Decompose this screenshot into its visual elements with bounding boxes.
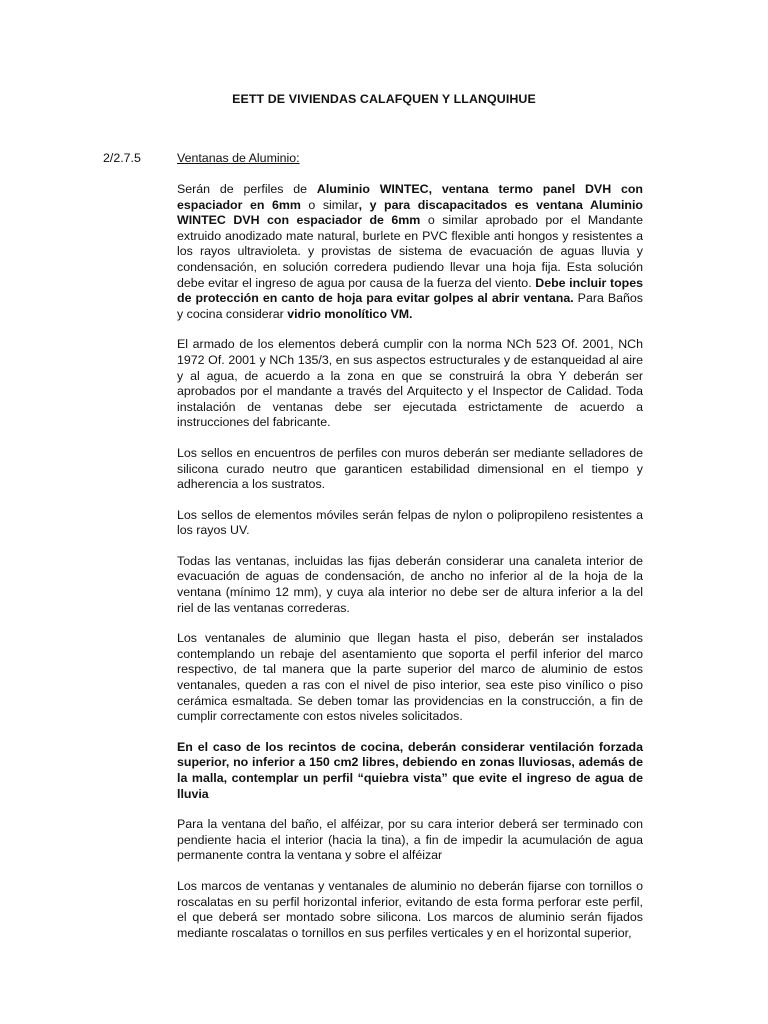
- paragraph-5: [177, 554, 643, 616]
- text-run: o similar aprobado por el Mandante extruido anodizado mate natural, burlete en PVC flexible anti hongos y resistentes a los rayos ultravioleta. y provistas de sistema de evacuación de aguas lluvia y condensación, en solución corredera pudiendo llevar una hoja fija. Esta solución debe evitar el ingreso de agua por causa de la fuerza del viento.: [177, 213, 643, 290]
- text-run: Para la ventana del baño, el alféizar, por su cara interior deberá ser terminado con pendiente hacia el interior (hacia la tina), a fin de impedir la acumulación de agua permanente contra la ventana y sobre el alféizar: [177, 817, 643, 863]
- paragraph-4: [177, 508, 643, 539]
- paragraph-8: [177, 817, 643, 864]
- paragraph-1: [177, 182, 643, 322]
- bold-text: Aluminio WINTEC, ventana termo panel DVH con espaciador en 6mm: [177, 182, 643, 212]
- text-run: o similar: [300, 197, 359, 212]
- paragraph-6: [177, 631, 643, 725]
- text-run: Los marcos de ventanas y ventanales de aluminio no deberán fijarse con tornillos o roscalatas en su perfil horizontal inferior, evitando de esta forma perforar este perfil, el que deberá ser montado sobre silicona. Los marcos de aluminio serán fijados mediante roscalatas o tornillos en sus perfiles verticales y en el horizontal superior,: [177, 878, 643, 940]
- document-title: EETT DE VIVIENDAS CALAFQUEN Y LLANQUIHUE: [232, 92, 536, 106]
- paragraph-7: [177, 740, 643, 802]
- document-body: [177, 182, 643, 956]
- paragraph-2: [177, 337, 643, 431]
- bold-text: vidrio monolítico VM.: [287, 306, 413, 321]
- text-run: Los ventanales de aluminio que llegan hasta el piso, deberán ser instalados contemplando un rebaje del asentamiento que soporta el perfil inferior del marco respectivo, de tal manera que la parte superior del marco de aluminio de estos ventanales, queden a ras con el nivel de piso interior, sea este piso vinílico o piso cerámica esmaltada. Se deben tomar las providencias en la construcción, a fin de cumplir correctamente con estos niveles solicitados.: [177, 631, 643, 724]
- text-run: Para Baños y cocina considerar: [177, 291, 643, 321]
- bold-text: Debe incluir topes de protección en canto de hoja para evitar golpes al abrir ventana.: [177, 275, 643, 306]
- text-run: Todas las ventanas, incluidas las fijas deberán considerar una canaleta interior de evacuación de aguas de condensación, de ancho no inferior al de la hoja de la ventana (mínimo 12 mm), y cuya ala interior no debe ser de altura inferior a la del riel de las ventanas correderas.: [177, 553, 643, 615]
- paragraph-3: [177, 446, 643, 493]
- text-run: Los sellos de elementos móviles serán felpas de nylon o polipropileno resistentes a los rayos UV.: [177, 507, 643, 538]
- section-heading: Ventanas de Aluminio:: [177, 151, 300, 165]
- bold-text: , y para discapacitados es ventana Aluminio WINTEC DVH con espaciador de 6mm: [177, 197, 643, 228]
- text-run: Serán de perfiles de: [177, 182, 317, 196]
- text-run: El armado de los elementos deberá cumplir con la norma NCh 523 Of. 2001, NCh 1972 Of. 2001 y NCh 135/3, en sus aspectos estructurales y de estanqueidad al aire y al agua, de acuerdo a la zona en que se construirá la obra Y deberán ser aprobados por el mandante a través del Arquitecto y el Inspector de Calidad. Toda instalación de ventanas debe ser ejecutada estrictamente de acuerdo a instrucciones del fabricante.: [177, 337, 643, 430]
- text-run: Los sellos en encuentros de perfiles con muros deberán ser mediante selladores de silicona curado neutro que garanticen estabilidad dimensional en el tiempo y adherencia a los sustratos.: [177, 445, 643, 492]
- section-number: 2/2.7.5: [103, 151, 141, 165]
- paragraph-9: [177, 879, 643, 941]
- bold-text: En el caso de los recintos de cocina, deberán considerar ventilación forzada superior, no inferior a 150 cm2 libres, debiendo en zonas lluviosas, además de la malla, contemplar un perfil “quiebra vista” que evite el ingreso de agua de lluvia: [177, 739, 643, 801]
